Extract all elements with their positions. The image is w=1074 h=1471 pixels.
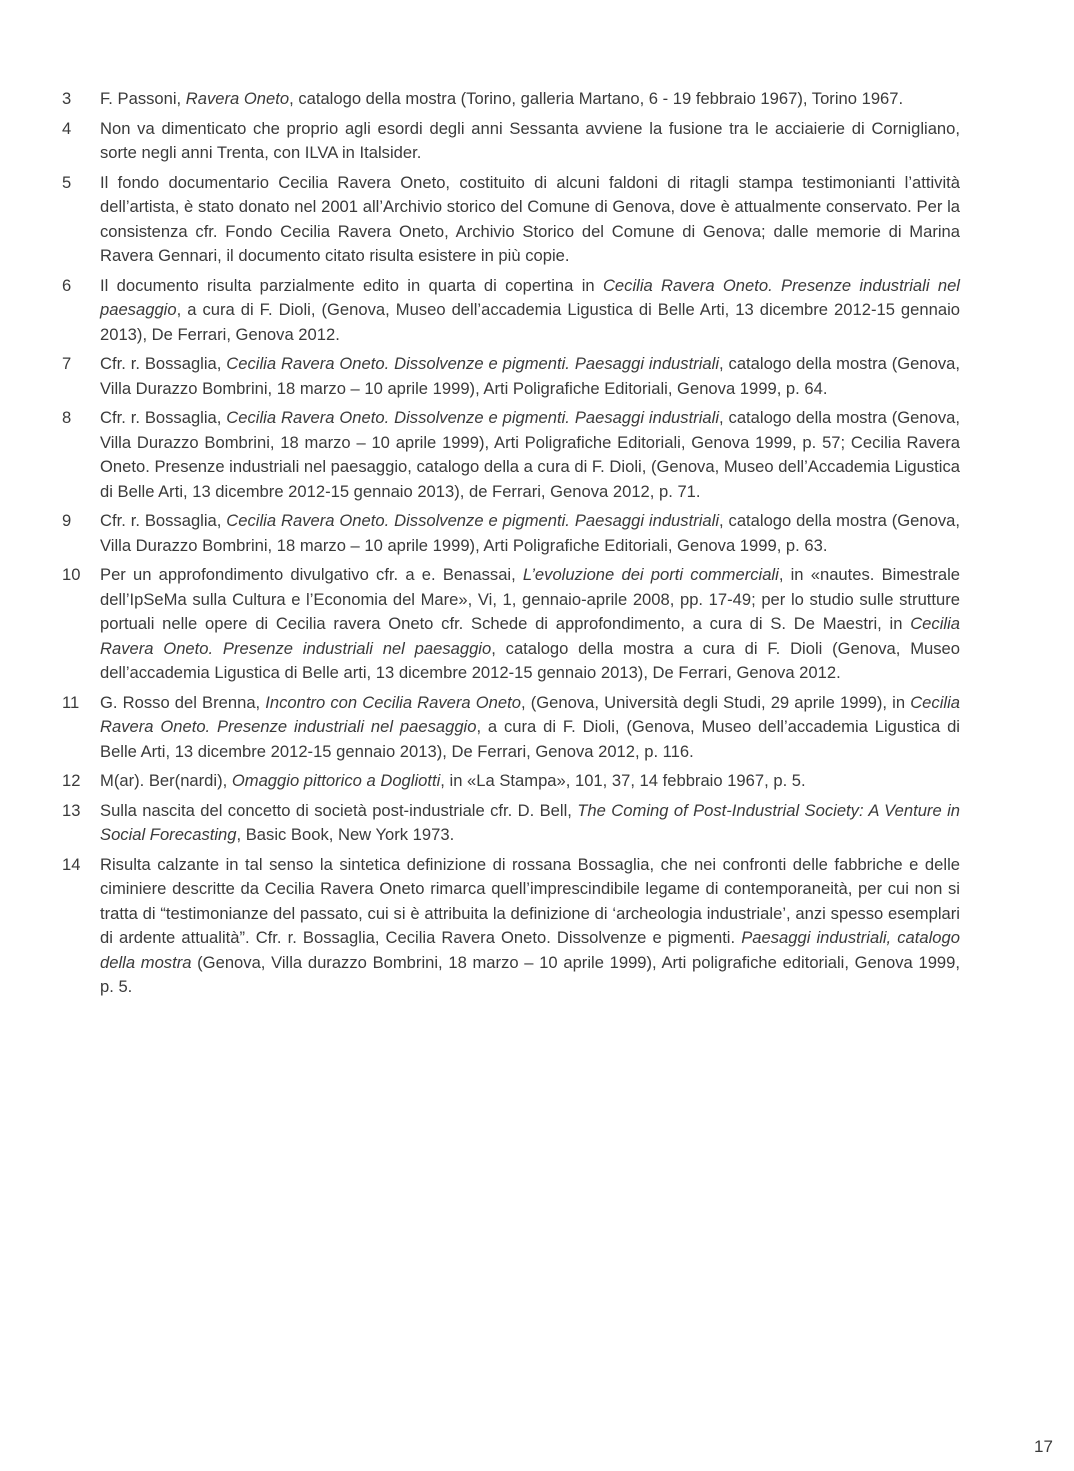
footnote-text-segment: , in «nautes. Bimestrale dell’IpSeMa sulla Cultura e l’Economia del Mare», Vi, 1, gennaio-aprile 2008, pp. 17-49; per lo studio sulle strutture portuali nelle opere di Cecilia ravera Oneto cfr. Schede di approfondimento, a cura di S. De Maestri, in <box>100 565 960 633</box>
footnote-italic-title: Cecilia Ravera Oneto. Dissolvenze e pigmenti. Paesaggi industriali <box>226 354 720 373</box>
footnote-text <box>100 171 960 269</box>
footnote-item <box>62 853 960 1000</box>
footnote-number: 8 <box>62 408 72 427</box>
footnote-text-segment: , catalogo della mostra a cura di F. Dioli (Genova, Museo dell’accademia Ligustica di Belle arti, 13 dicembre 2012-15 gennaio 2013), De Ferrari, Genova 2012. <box>100 638 961 682</box>
footnote-text <box>100 853 960 1000</box>
footnote-item <box>62 171 960 269</box>
footnote-text <box>100 769 960 794</box>
footnote-text-segment: Cfr. r. Bossaglia, <box>100 511 227 530</box>
footnote-text <box>100 87 960 112</box>
footnote-item <box>62 274 960 348</box>
footnote-text-segment: (Genova, Villa durazzo Bombrini, 18 marzo – 10 aprile 1999), Arti poligrafiche editoriali, Genova 1999, p. 5. <box>100 952 960 996</box>
footnotes-list <box>62 87 960 1005</box>
footnote-item <box>62 352 960 401</box>
footnote-text <box>100 352 960 401</box>
footnote-number: 14 <box>62 854 81 874</box>
footnote-text <box>100 274 960 348</box>
footnote-text <box>100 691 960 765</box>
footnote-italic-title: Cecilia Ravera Oneto. Dissolvenze e pigmenti. Paesaggi industriali <box>226 408 720 427</box>
footnote-text-segment: Non va dimenticato che proprio agli esordi degli anni Sessanta avviene la fusione tra le acciaierie di Cornigliano, sorte negli anni Trenta, con ILVA in Italsider. <box>100 118 960 162</box>
footnote-text-segment: Il fondo documentario Cecilia Ravera Oneto, costituito di alcuni faldoni di ritagli stampa testimonianti l’attività dell’artista, è stato donato nel 2001 all’Archivio storico del Comune di Genova, dove è attualmente conservato. Per la consistenza cfr. Fondo Cecilia Ravera Oneto, Archivio Storico del Comune di Genova; dalle memorie di Marina Ravera Gennari, il documento citato risulta esistere in più copie. <box>100 172 960 265</box>
footnote-text-segment: M(ar). Ber(nardi), <box>100 771 232 790</box>
footnote-text-segment: , a cura di F. Dioli, (Genova, Museo dell’accademia Ligustica di Belle Arti, 13 dicembre 2012-15 gennaio 2013), De Ferrari, Genova 2012. <box>100 300 960 344</box>
footnote-item <box>62 691 960 765</box>
footnote-number: 5 <box>62 172 72 192</box>
footnote-italic-title: Omaggio pittorico a Dogliotti <box>231 771 441 790</box>
footnote-text-segment: , (Genova, Università degli Studi, 29 aprile 1999), in <box>520 692 911 712</box>
footnote-number: 12 <box>62 771 81 790</box>
footnote-item <box>62 87 960 112</box>
footnote-text <box>100 406 960 504</box>
footnote-item <box>62 117 960 166</box>
footnote-number: 9 <box>62 511 72 530</box>
footnote-number: 11 <box>62 692 80 712</box>
footnote-text-segment: G. Rosso del Brenna, <box>100 692 266 712</box>
footnote-item <box>62 799 960 848</box>
footnote-item <box>62 406 960 504</box>
footnote-text-segment: , catalogo della mostra (Torino, galleria Martano, 6 - 19 febbraio 1967), Torino 1967. <box>289 89 904 108</box>
footnote-text-segment: Per un approfondimento divulgativo cfr. a e. Benassai, <box>100 565 523 584</box>
footnote-text-segment: , catalogo della mostra (Genova, Villa Durazzo Bombrini, 18 marzo – 10 aprile 1999), Arti Poligrafiche Editoriali, Genova 1999, p. 57; Cecilia Ravera Oneto. Presenze industriali nel paesaggio, catalogo della a cura di F. Dioli, (Genova, Museo dell’Accademia Ligustica di Belle Arti, 13 dicembre 2012-15 gennaio 2013), de Ferrari, Genova 2012, p. 71. <box>100 408 960 501</box>
footnote-text-segment: Cfr. r. Bossaglia, <box>100 354 227 373</box>
footnote-text-segment: , catalogo della mostra (Genova, Villa Durazzo Bombrini, 18 marzo – 10 aprile 1999), Arti Poligrafiche Editoriali, Genova 1999, p. 63. <box>100 511 960 555</box>
footnote-italic-title: Paesaggi industriali, catalogo della mostra <box>100 928 960 972</box>
footnote-item <box>62 563 960 686</box>
footnote-text <box>100 117 960 166</box>
footnote-number: 10 <box>62 565 81 584</box>
footnote-number: 4 <box>62 118 72 138</box>
footnote-text-segment: Sulla nascita del concetto di società post-industriale cfr. D. Bell, <box>100 800 578 820</box>
footnote-italic-title: The Coming of Post-Industrial Society: A Venture in Social Forecasting <box>100 800 960 844</box>
footnote-number: 13 <box>62 800 81 820</box>
footnote-text-segment: , a cura di F. Dioli, (Genova, Museo dell’accademia Ligustica di Belle Arti, 13 dicembre 2012-15 gennaio 2013), De Ferrari, Genova 2012, p. 116. <box>100 717 960 761</box>
footnote-italic-title: Cecilia Ravera Oneto. Presenze industriali nel paesaggio <box>100 692 960 736</box>
footnote-text-segment: Il documento risulta parzialmente edito in quarta di copertina in <box>100 275 603 295</box>
footnote-text-segment: F. Passoni, <box>100 89 186 108</box>
footnote-italic-title: Cecilia Ravera Oneto. Presenze industriali nel paesaggio <box>100 614 960 658</box>
footnote-italic-title: Incontro con Cecilia Ravera Oneto <box>265 692 521 712</box>
footnote-number: 7 <box>62 354 72 373</box>
footnote-number: 3 <box>62 89 72 108</box>
page-number: 17 <box>1034 1437 1053 1456</box>
footnote-italic-title: Ravera Oneto <box>185 89 290 108</box>
footnote-text-segment: , in «La Stampa», 101, 37, 14 febbraio 1967, p. 5. <box>440 771 806 790</box>
footnote-text <box>100 509 960 558</box>
footnote-text-segment: Risulta calzante in tal senso la sintetica definizione di rossana Bossaglia, che nei confronti delle fabbriche e delle ciminiere descritte da Cecilia Ravera Oneto rimarca quell’imprescindibile legame di contemporaneità, per cui non si tratta di “testimonianze del passato, cui si è attribuita la definizione di ‘archeologia industriale’, anzi spesso esemplari di ardente attualità”. Cfr. r. Bossaglia, Cecilia Ravera Oneto. Dissolvenze e pigmenti. <box>100 854 960 947</box>
footnote-italic-title: L’evoluzione dei porti commerciali <box>522 565 779 584</box>
footnote-item <box>62 509 960 558</box>
footnote-italic-title: Cecilia Ravera Oneto. Presenze industriali nel paesaggio <box>100 275 960 319</box>
footnote-text-segment: Cfr. r. Bossaglia, <box>100 408 227 427</box>
footnote-number: 6 <box>62 275 72 295</box>
footnote-text <box>100 563 960 686</box>
footnote-text <box>100 799 960 848</box>
footnote-italic-title: Cecilia Ravera Oneto. Dissolvenze e pigmenti. Paesaggi industriali <box>226 511 720 530</box>
footnote-text-segment: , catalogo della mostra (Genova, Villa Durazzo Bombrini, 18 marzo – 10 aprile 1999), Arti Poligrafiche Editoriali, Genova 1999, p. 64. <box>100 354 960 398</box>
footnote-text-segment: , Basic Book, New York 1973. <box>236 825 455 844</box>
footnote-item <box>62 769 960 794</box>
